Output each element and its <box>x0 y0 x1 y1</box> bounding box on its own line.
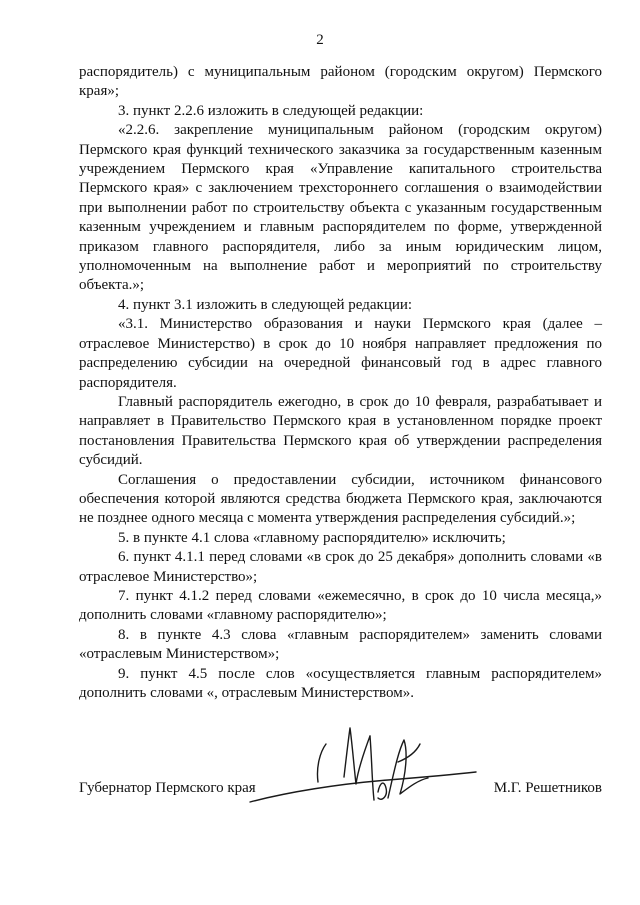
paragraph-agreements: Соглашения о предоставлении субсидии, источником финансового обеспечения которой являются средства бюджета Пермского края, заключаются не позднее одного месяца с момента утверждения распределения субсидий.»; <box>79 471 602 527</box>
page-number: 2 <box>316 32 324 48</box>
signatory-name: М.Г. Решетников <box>493 780 602 796</box>
paragraph-item-8: 8. в пункте 4.3 слова «главным распорядителем» заменить словами «отраслевым Министерством»; <box>79 626 602 663</box>
paragraph-continuation: распорядитель) с муниципальным районом (городским округом) Пермского края»; <box>79 64 602 100</box>
paragraph-2-2-6: «2.2.6. закрепление муниципальным районом (городским округом) Пермского края функций технического заказчика за государственным казенным учреждением Пермского края «Управление капитального строительства Пермского края» с заключением трехстороннего соглашения о взаимодействии при выполнении работ по строительству объекта с указанным государственным казенным учреждением и главным распорядителем по форме, утвержденной приказом главного распорядителя, либо за иным юридическим лицом, уполномоченным на выполнение работ и мероприятий по строительству объекта.»; <box>79 122 602 294</box>
handwritten-signature <box>248 722 478 842</box>
paragraph-item-6: 6. пункт 4.1.1 перед словами «в срок до 25 декабря» дополнить словами «в отраслевое Министерство»; <box>79 549 602 585</box>
paragraph-main-distributor: Главный распорядитель ежегодно, в срок до 10 февраля, разрабатывает и направляет в Правительство Пермского края в установленном порядке проект постановления Правительства Пермского края об утверждении распределения субсидий. <box>79 393 602 469</box>
paragraph-item-9: 9. пункт 4.5 после слов «осуществляется главным распорядителем» дополнить словами «, отраслевым Министерством». <box>79 665 602 701</box>
signatory-title: Губернатор Пермского края <box>79 780 256 796</box>
paragraph-item-4: 4. пункт 3.1 изложить в следующей редакции: <box>118 296 413 313</box>
paragraph-item-7: 7. пункт 4.1.2 перед словами «ежемесячно, в срок до 10 числа месяца,» дополнить словами «главному распорядителю»; <box>79 587 602 624</box>
paragraph-item-5: 5. в пункте 4.1 слова «главному распорядителю» исключить; <box>118 529 506 546</box>
paragraph-3-1: «3.1. Министерство образования и науки Пермского края (далее – отраслевое Министерство) в срок до 10 ноября направляет предложения по распределению субсидии на очередной финансовый год в адрес главного распорядителя. <box>79 316 602 391</box>
paragraph-item-3: 3. пункт 2.2.6 изложить в следующей редакции: <box>118 102 424 119</box>
document-body <box>79 63 602 703</box>
